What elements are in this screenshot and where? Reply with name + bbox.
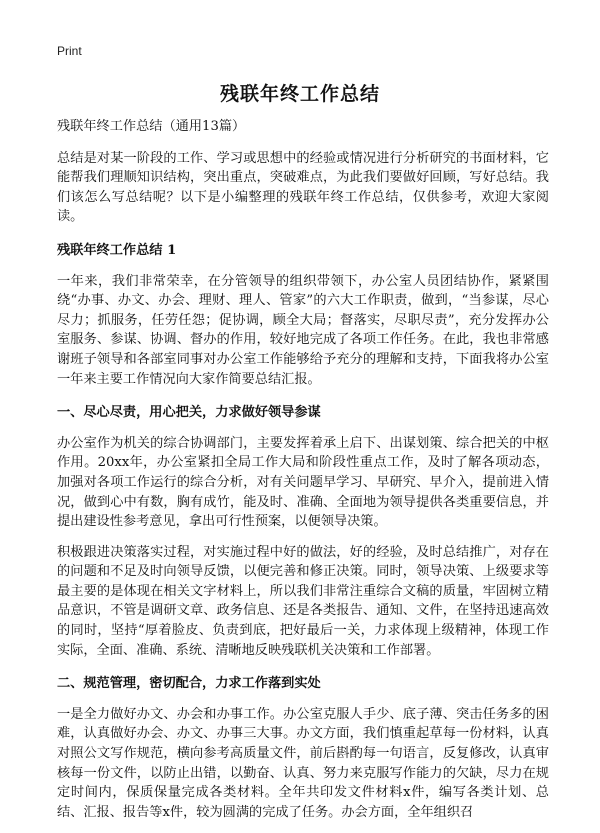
- document-title: 残联年终工作总结: [219, 83, 380, 105]
- body-paragraph: 积极跟进决策落实过程，对实施过程中好的做法，好的经验，及时总结推广，对存在的问题和不足及时向领导反馈，以便完善和修正决策。同时，领导决策、上级要求等最主要的是体现在相关文字材料上，所以我们非常注重综合文稿的质量，牢固树立精品意识，不管是调研文章、政务信息、还是各类报告、通知、文件，在坚持迅速高效的同时，坚持“厚着脸皮、负责到底，把好最后一关，力求体现上级精神，体现工作实际，全面、准确、系统、清晰地反映残联机关决策和工作部署。: [57, 544, 549, 658]
- section-heading: 二、规范管理，密切配合，力求工作落到实处: [57, 676, 321, 692]
- print-label[interactable]: Print: [57, 44, 82, 58]
- body-paragraph: 办公室作为机关的综合协调部门，主要发挥着承上启下、出谋划策、综合把关的中枢作用。20xx年，办公室紧扣全局工作大局和阶段性重点工作，及时了解各项动态，加强对各项工作运行的综合分析，对有关问题早学习、早研究、早介入，提前进入情况，做到心中有数，胸有成竹，能及时、准确、全面地为领导提供各类重要信息，并提出建设性参考意见，拿出可行性预案，以便领导决策。: [57, 435, 549, 530]
- section-heading: 残联年终工作总结 1: [57, 242, 177, 258]
- intro-paragraph: 总结是对某一阶段的工作、学习或思想中的经验或情况进行分析研究的书面材料，它能帮我们理顺知识结构，突出重点，突破难点，为此我们要做好回顾，写好总结。我们该怎么写总结呢？以下是小编整理的残联年终工作总结，仅供参考，欢迎大家阅读。: [57, 150, 549, 225]
- section-heading: 一、尽心尽责，用心把关，力求做好领导参谋: [57, 405, 321, 421]
- body-paragraph: 一年来，我们非常荣幸，在分管领导的组织带领下，办公室人员团结协作，紧紧围绕“办事、办文、办会、理财、理人、管家”的六大工作职责，做到，“当参谋，尽心尽力；抓服务，任劳任怨；促协调，顾全大局；督落实，尽职尽责”，充分发挥办公室服务、参谋、协调、督办的作用，较好地完成了各项工作任务。在此，我也非常感谢班子领导和各部室同事对办公室工作能够给予充分的理解和支持，下面我将办公室一年来主要工作情况向大家作简要总结汇报。: [57, 273, 549, 387]
- document-subtitle: 残联年终工作总结（通用13篇）: [57, 119, 246, 134]
- body-paragraph: 一是全力做好办文、办会和办事工作。办公室克服人手少、底子薄、突击任务多的困难，认真做好办会、办文、办事三大事。办文方面，我们慎重起草每一份材料，认真对照公文写作规范，横向参考高质量文件，前后斟酌每一句语言，反复修改，认真审核每一份文件，以防止出错，以勤奋、认真、努力来克服写作能力的欠缺，尽力在规定时间内，保质保量完成各类材料。全年共印发文件材料x件，编写各类计划、总结、汇报、报告等x件，较为圆满的完成了任务。办会方面，全年组织召: [57, 706, 549, 820]
- document-body: [57, 117, 549, 833]
